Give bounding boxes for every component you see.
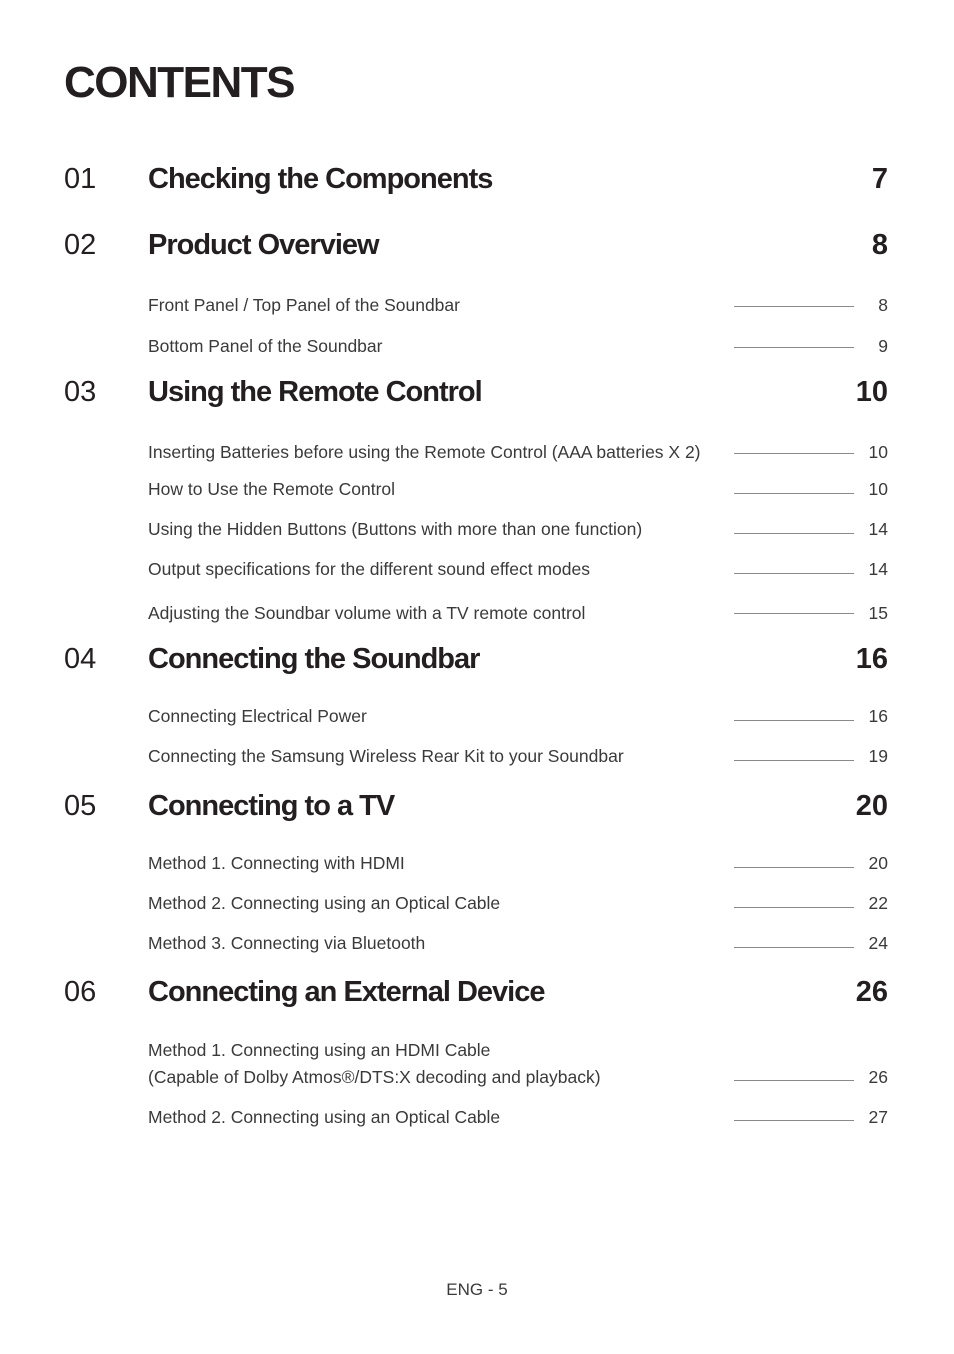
toc-entry-text[interactable]: Adjusting the Soundbar volume with a TV remote control (148, 603, 586, 623)
toc-entry-text[interactable]: Method 1. Connecting using an HDMI Cable (148, 1040, 491, 1060)
toc-entry-page: 14 (868, 559, 888, 579)
toc-entry-page: 15 (868, 603, 888, 623)
section-number: 01 (64, 163, 97, 195)
toc-section-03[interactable] (64, 376, 888, 416)
toc-entry-page: 10 (868, 442, 888, 462)
toc-entry[interactable] (148, 292, 888, 316)
section-number: 06 (64, 976, 97, 1008)
leader-line (734, 347, 854, 348)
section-number: 02 (64, 229, 97, 261)
toc-section-06[interactable] (64, 976, 888, 1016)
toc-entry-page: 22 (868, 893, 888, 913)
toc-entry-text[interactable]: Inserting Batteries before using the Remote Control (AAA batteries X 2) (148, 442, 701, 462)
leader-line (734, 306, 854, 307)
toc-entry[interactable] (148, 1104, 888, 1128)
toc-entry[interactable] (148, 476, 888, 500)
toc-entry[interactable] (148, 850, 888, 874)
toc-entry[interactable] (148, 890, 888, 914)
section-page: 20 (855, 790, 888, 822)
section-title[interactable]: Product Overview (148, 229, 379, 261)
leader-line (734, 1080, 854, 1081)
toc-entry-text[interactable]: Connecting Electrical Power (148, 706, 367, 726)
toc-entry-text[interactable]: Using the Hidden Buttons (Buttons with more than one function) (148, 519, 643, 539)
leader-line (734, 720, 854, 721)
toc-entry[interactable] (148, 1037, 888, 1089)
toc-entry-text[interactable]: Method 2. Connecting using an Optical Cable (148, 1107, 501, 1127)
toc-entry-text[interactable]: How to Use the Remote Control (148, 479, 396, 499)
toc-entry[interactable] (148, 556, 888, 580)
page-title: CONTENTS (64, 58, 294, 107)
toc-entry-page: 27 (868, 1107, 888, 1127)
leader-line (734, 760, 854, 761)
section-page: 26 (855, 976, 888, 1008)
toc-entry-text[interactable]: Method 1. Connecting with HDMI (148, 853, 405, 873)
toc-entry[interactable] (148, 439, 888, 463)
section-number: 04 (64, 643, 97, 675)
page-number-footer: ENG - 5 (446, 1280, 508, 1299)
toc-entry-page: 16 (868, 706, 888, 726)
leader-line (734, 947, 854, 948)
section-title[interactable]: Checking the Components (148, 163, 493, 195)
section-page: 16 (855, 643, 888, 675)
leader-line (734, 453, 854, 454)
section-title[interactable]: Connecting to a TV (148, 790, 395, 822)
toc-entry-page: 14 (868, 519, 888, 539)
leader-line (734, 1120, 854, 1121)
toc-entry-text[interactable]: Connecting the Samsung Wireless Rear Kit to your Soundbar (148, 746, 624, 766)
toc-section-05[interactable] (64, 790, 888, 830)
toc-entry-text[interactable]: Method 3. Connecting via Bluetooth (148, 933, 426, 953)
toc-section-01[interactable] (64, 163, 888, 203)
toc-section-02[interactable] (64, 229, 888, 269)
toc-entry-text[interactable]: Output specifications for the different sound effect modes (148, 559, 590, 579)
toc-entry[interactable] (148, 703, 888, 727)
toc-entry[interactable] (148, 743, 888, 767)
leader-line (734, 493, 854, 494)
toc-entry-page: 20 (868, 853, 888, 873)
toc-entry[interactable] (148, 930, 888, 954)
toc-entry-page: 26 (868, 1067, 888, 1087)
toc-entry-text[interactable]: Method 2. Connecting using an Optical Cable (148, 893, 501, 913)
toc-entry[interactable] (148, 516, 888, 540)
leader-line (734, 613, 854, 614)
leader-line (734, 867, 854, 868)
toc-entry-page: 19 (868, 746, 888, 766)
section-title[interactable]: Connecting an External Device (148, 976, 545, 1008)
toc-entry[interactable] (148, 600, 888, 624)
section-title[interactable]: Connecting the Soundbar (148, 643, 480, 675)
toc-entry-page: 10 (868, 479, 888, 499)
section-number: 03 (64, 376, 97, 408)
toc-entry-text-line2[interactable]: (Capable of Dolby Atmos®/DTS:X decoding and playback) (148, 1067, 601, 1087)
toc-entry-text[interactable]: Front Panel / Top Panel of the Soundbar (148, 295, 460, 315)
toc-entry-page: 24 (868, 933, 888, 953)
toc-entry-page: 8 (878, 295, 888, 315)
leader-line (734, 907, 854, 908)
section-title[interactable]: Using the Remote Control (148, 376, 482, 408)
toc-entry-page: 9 (878, 336, 888, 356)
section-page: 8 (871, 229, 888, 261)
leader-line (734, 533, 854, 534)
toc-entry-text[interactable]: Bottom Panel of the Soundbar (148, 336, 383, 356)
toc-section-04[interactable] (64, 643, 888, 683)
leader-line (734, 573, 854, 574)
section-page: 10 (855, 376, 888, 408)
section-number: 05 (64, 790, 97, 822)
toc-entry[interactable] (148, 333, 888, 357)
section-page: 7 (871, 163, 888, 195)
